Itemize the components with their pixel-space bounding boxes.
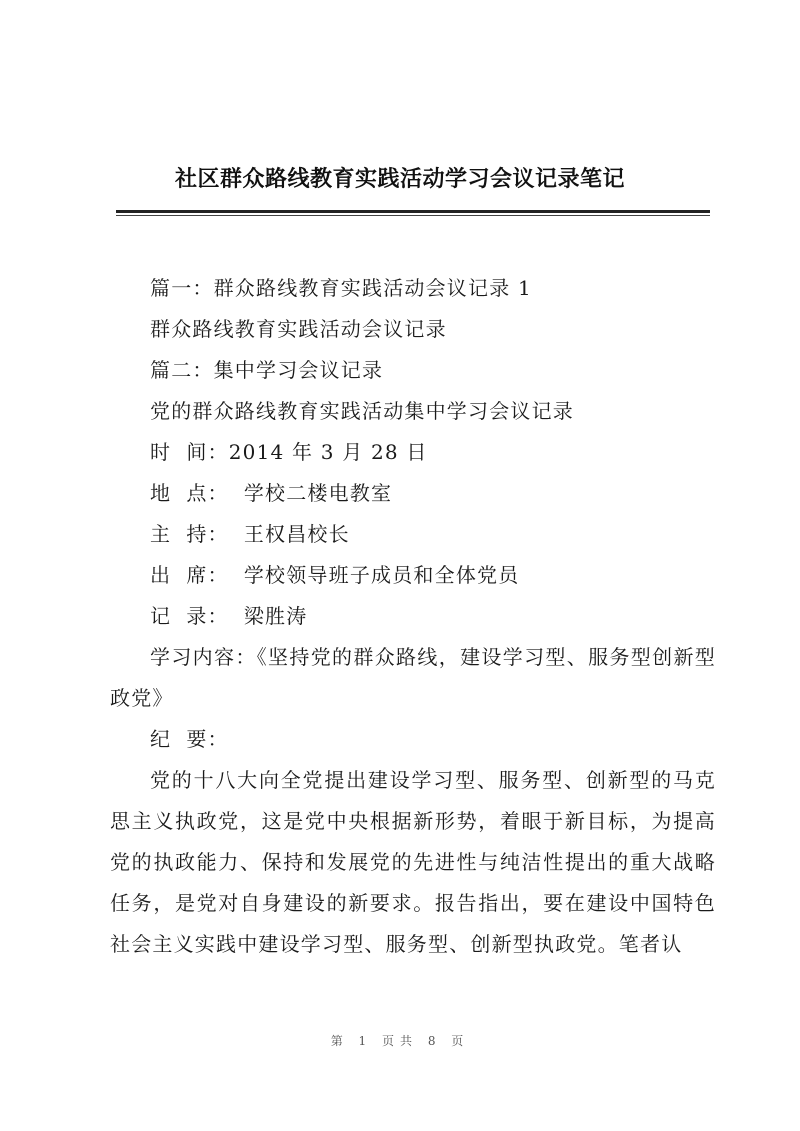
meeting-host: 主 持： 王权昌校长 bbox=[150, 522, 350, 546]
summary-paragraph: 党的十八大向全党提出建设学习型、服务型、创新型的马克思主义执政党，这是党中央根据新形势，着眼于新目标，为提高党的执政能力、保持和发展党的先进性与纯洁性提出的重大战略任务，是党对自身建设的新要求。报告指出，要在建设中国特色社会主义实践中建设学习型、服务型、创新型执政党。笔者认 bbox=[110, 768, 716, 956]
title-rule-thin bbox=[116, 215, 710, 216]
meeting-location: 地 点： 学校二楼电教室 bbox=[150, 481, 393, 505]
body-line: 群众路线教育实践活动会议记录 bbox=[150, 317, 447, 341]
document-body bbox=[110, 268, 716, 965]
meeting-recorder: 记 录： 梁胜涛 bbox=[150, 604, 308, 628]
body-line: 篇一：群众路线教育实践活动会议记录 1 bbox=[150, 276, 532, 300]
title-rule bbox=[116, 210, 710, 213]
meeting-time: 时 间：2014 年 3 月 28 日 bbox=[150, 440, 428, 464]
study-content: 学习内容：《坚持党的群众路线，建设学习型、服务型创新型政党》 bbox=[110, 645, 716, 710]
page-footer: 第 1 页共 8 页 bbox=[330, 1034, 470, 1048]
document-title: 社区群众路线教育实践活动学习会议记录笔记 bbox=[174, 167, 625, 192]
meeting-attendees: 出 席： 学校领导班子成员和全体党员 bbox=[150, 563, 520, 587]
body-line: 篇二：集中学习会议记录 bbox=[150, 358, 384, 382]
body-line: 党的群众路线教育实践活动集中学习会议记录 bbox=[150, 399, 574, 423]
summary-label: 纪 要： bbox=[150, 727, 229, 751]
